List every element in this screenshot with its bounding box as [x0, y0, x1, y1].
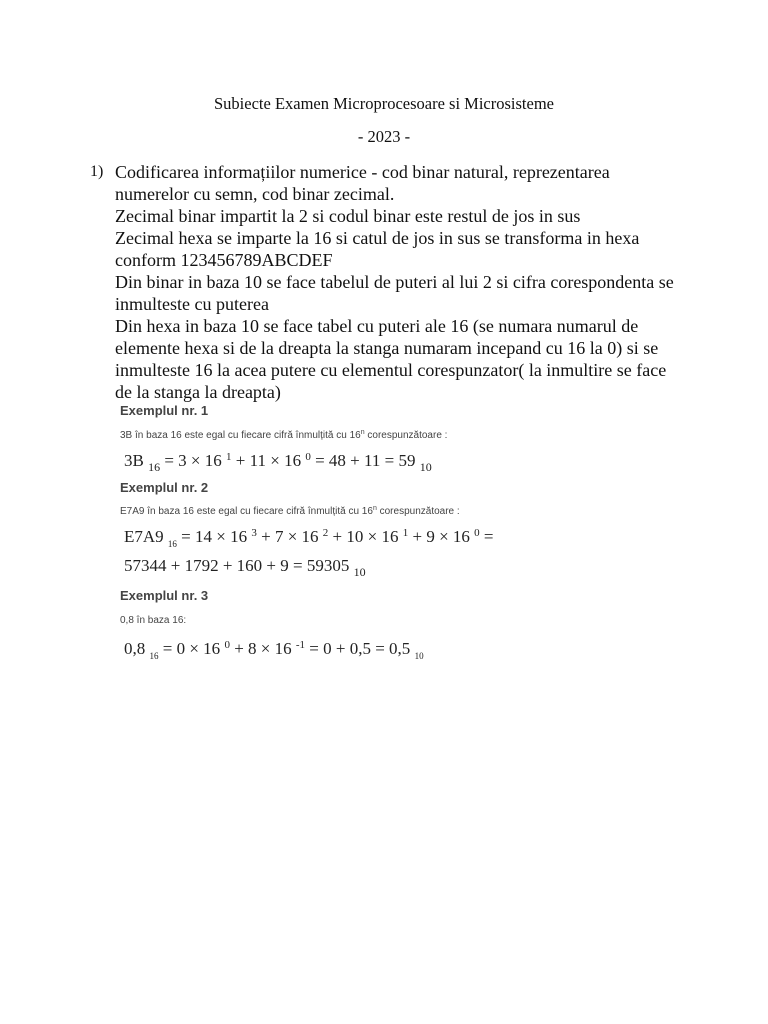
- question-line: Codificarea informațiilor numerice - cod binar natural, reprezentarea: [115, 162, 610, 182]
- example-1-heading: Exemplul nr. 1: [120, 403, 209, 418]
- question-body: [115, 161, 674, 403]
- example-2-note: E7A9 în baza 16 este egal cu fiecare cifră înmulțită cu 16$^n$ corespunzătoare :: [120, 505, 460, 517]
- question-line: Zecimal hexa se imparte la 16 si catul de jos in sus se transforma in hexa: [115, 228, 640, 248]
- question-line: inmulteste 16 la acea putere cu elementul corespunzator( la inmultire se face: [115, 360, 667, 380]
- question-line: elemente hexa si de la dreapta la stanga numaram incepand cu 16 la 0) si se: [115, 338, 659, 358]
- question-line: de la stanga la dreapta): [115, 382, 281, 402]
- question-line: Din hexa in baza 10 se face tabel cu puteri ale 16 (se numara numarul de: [115, 316, 639, 336]
- example-2-formula-result: 57344 + 1792 + 160 + 9 = 59305 $_{10}$: [124, 556, 366, 579]
- example-3-heading: Exemplul nr. 3: [120, 588, 209, 603]
- example-1-formula: 3B $_{16}$ = 3 × 16 $^1$ + 11 × 16 $^0$ = 48 + 11 = 59 $_{10}$: [124, 451, 432, 474]
- question-line: Din binar in baza 10 se face tabelul de puteri al lui 2 si cifra corespondenta se: [115, 272, 674, 292]
- example-3-note: 0,8 în baza 16:: [120, 615, 187, 626]
- question-number: 1): [90, 163, 104, 180]
- document-title: Subiecte Examen Microprocesoare si Microsisteme: [214, 94, 554, 113]
- question-line: Zecimal binar impartit la 2 si codul binar este restul de jos in sus: [115, 206, 581, 226]
- example-2-formula: E7A9 $_{16}$ = 14 × 16 $^3$ + 7 × 16 $^2$ + 10 × 16 $^1$ + 9 × 16 $^0$ =: [124, 527, 494, 549]
- question-line: conform 123456789ABCDEF: [115, 250, 333, 270]
- question-line: inmulteste cu puterea: [115, 294, 269, 314]
- example-3-formula: 0,8 $_{16}$ = 0 × 16 $^0$ + 8 × 16 $^{-1}$ = 0 + 0,5 = 0,5 $_{10}$: [124, 639, 424, 661]
- document-year: - 2023 -: [357, 127, 411, 146]
- question-line: numerelor cu semn, cod binar zecimal.: [115, 184, 395, 204]
- example-1-note: 3B în baza 16 este egal cu fiecare cifră înmulțită cu 16$^n$ corespunzătoare :: [120, 429, 448, 441]
- example-2-heading: Exemplul nr. 2: [120, 480, 209, 495]
